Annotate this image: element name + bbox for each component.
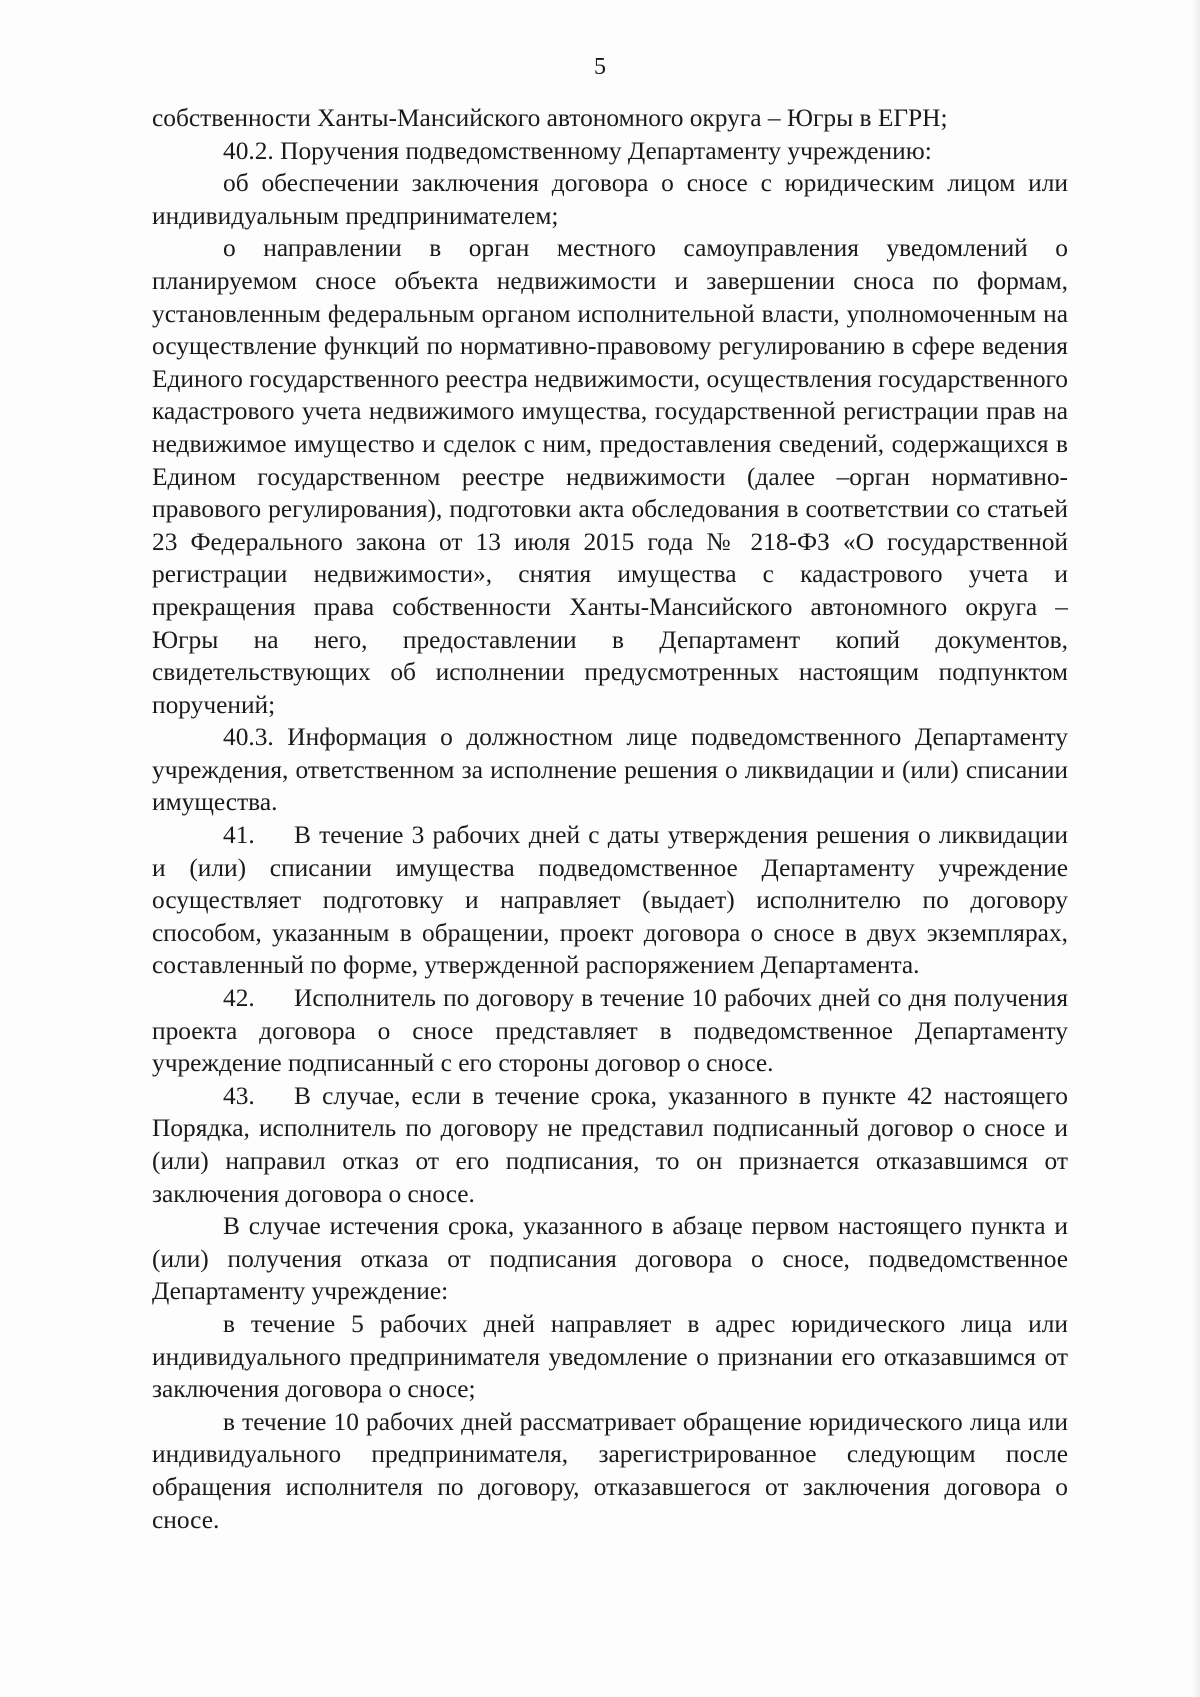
paragraph-42: 42. Исполнитель по договору в течение 10 рабочих дней со дня получения проекта договора о сносе представляет в подведомственное Департаменту учреждение подписанный с его стороны договор о сносе.: [152, 984, 1068, 1078]
document-body: [152, 102, 1068, 1536]
paragraph-43: 43. В случае, если в течение срока, указанного в пункте 42 настоящего Порядка, исполнитель по договору не представил подписанный договор о сносе и (или) направил отказ от его подписания, то он признается отказавшимся от заключения договора о сносе.: [152, 1081, 1068, 1208]
paragraph-notify-refusal: в течение 5 рабочих дней направляет в адрес юридического лица или индивидуального предпринимателя уведомление о признании его отказавшимся от заключения договора о сносе;: [152, 1309, 1068, 1404]
paragraph-contract-conclusion: об обеспечении заключения договора о сносе с юридическим лицом или индивидуальным предпринимателем;: [152, 169, 1068, 230]
paragraph-continuation: собственности Ханты-Мансийского автономного округа – Югры в ЕГРН;: [152, 104, 948, 132]
paragraph-40-2: 40.2. Поручения подведомственному Департаменту учреждению:: [223, 136, 932, 165]
item-number: 41.: [223, 821, 255, 850]
paragraph-next-applicant: в течение 10 рабочих дней рассматривает обращение юридического лица или индивидуального предпринимателя, зарегистрированное следующим после обращения исполнителя по договору, отказавшегося от заключения договора о сносе.: [152, 1407, 1068, 1534]
paragraph-notifications: о направлении в орган местного самоуправления уведомлений о планируемом сносе объекта недвижимости и завершении сноса по формам, установленным федеральным органом исполнительной власти, уполномоченным на осуществление функций по нормативно-правовому регулированию в сфере ведения Единого государственного реестра недвижимости, осуществления государственного кадастрового учета недвижимого имущества, государственной регистрации прав на недвижимое имущество и сделок с ним, предоставления сведений, содержащихся в Едином государственном реестре недвижимости (далее –орган нормативно-правового регулирования), подготовки акта обследования в соответствии со статьей 23 Федерального закона от 13 июля 2015 года № 218-ФЗ «О государственной регистрации недвижимости», снятия имущества с кадастрового учета и прекращения права собственности Ханты-Мансийского автономного округа – Югры на него, предоставлении в Департамент копий документов, свидетельствующих об исполнении предусмотренных настоящим подпунктом поручений;: [152, 234, 1068, 719]
paragraph-40-3: 40.3. Информация о должностном лице подведомственного Департаменту учреждения, ответственном за исполнение решения о ликвидации и (или) списании имущества.: [152, 723, 1068, 817]
item-number: 43.: [223, 1081, 255, 1110]
scan-edge: [1190, 0, 1200, 1697]
item-number: 42.: [223, 984, 255, 1013]
paragraph-41: 41. В течение 3 рабочих дней с даты утверждения решения о ликвидации и (или) списании имущества подведомственное Департаменту учреждение осуществляет подготовку и направляет (выдает) исполнителю по договору способом, указанным в обращении, проект договора о сносе в двух экземплярах, составленный по форме, утвержденной распоряжением Департамента.: [152, 821, 1068, 980]
paragraph-term-expiry: В случае истечения срока, указанного в абзаце первом настоящего пункта и (или) получения отказа от подписания договора о сносе, подведомственное Департаменту учреждение:: [152, 1212, 1068, 1306]
page-number: 5: [594, 54, 606, 80]
